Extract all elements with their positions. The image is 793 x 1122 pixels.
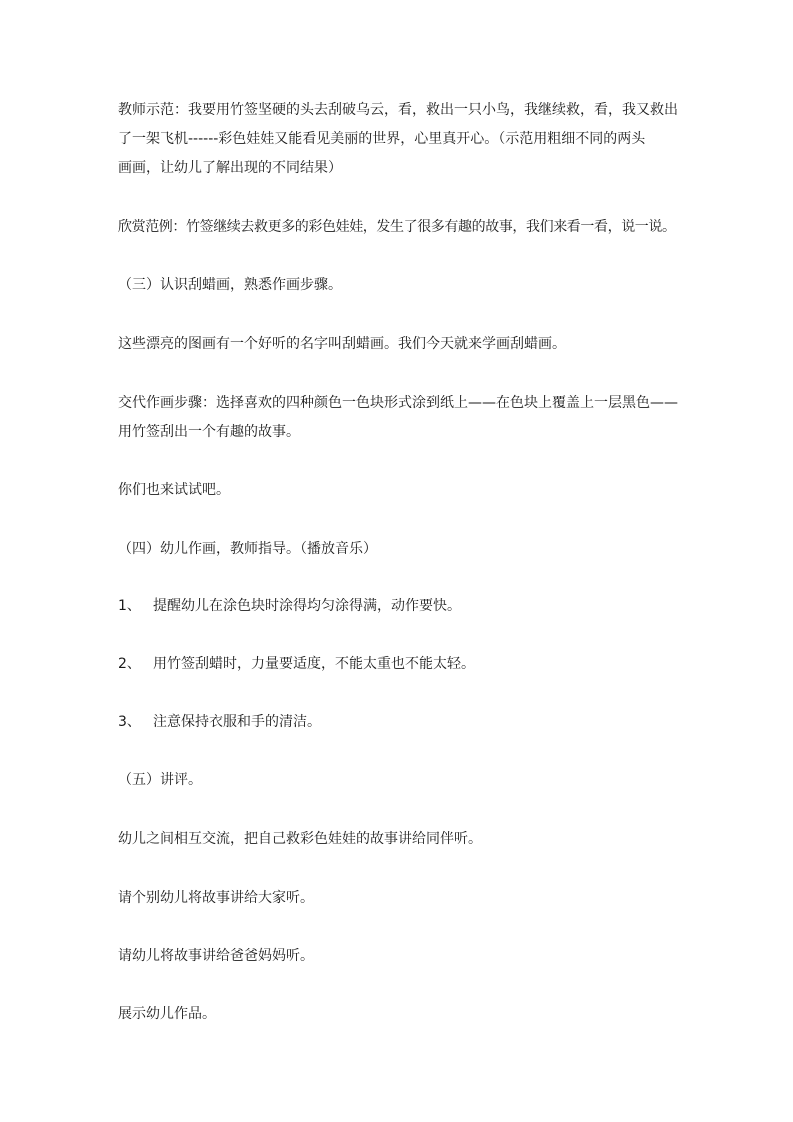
- list-item: [118, 654, 475, 674]
- list-text: 注意保持衣服和手的清洁。: [153, 714, 321, 730]
- text-line: 幼儿之间相互交流，把自己救彩色娃娃的故事讲给同伴听。: [118, 831, 482, 847]
- text-line: 画画，让幼儿了解出现的不同结果）: [118, 160, 342, 176]
- text-line: 展示幼儿作品。: [118, 1006, 216, 1022]
- list-text: 提醒幼儿在涂色块时涂得均匀涂得满，动作要快。: [153, 598, 461, 614]
- list-item: [118, 712, 321, 732]
- text-line: 交代作画步骤：选择喜欢的四种颜色一色块形式涂到纸上——在色块上覆盖上一层黑色——: [118, 395, 678, 411]
- exchange-paragraph: [118, 825, 684, 854]
- text-line: 这些漂亮的图画有一个好听的名字叫刮蜡画。我们今天就来学画刮蜡画。: [118, 336, 566, 352]
- text-line: 你们也来试试吧。: [118, 482, 230, 498]
- show-paragraph: [118, 1000, 684, 1029]
- text-line: （五）讲评。: [118, 772, 202, 788]
- individual-paragraph: [118, 884, 684, 913]
- teacher-demo-paragraph: [118, 96, 684, 183]
- list-item: [118, 596, 461, 616]
- steps-paragraph: [118, 389, 684, 447]
- text-line: 教师示范：我要用竹签坚硬的头去刮破乌云，看，救出一只小鸟，我继续救，看，我又救出: [118, 102, 678, 118]
- text-line: 用竹签刮出一个有趣的故事。: [118, 424, 300, 440]
- text-line: 请幼儿将故事讲给爸爸妈妈听。: [118, 948, 314, 964]
- text-line: 欣赏范例：竹签继续去救更多的彩色娃娃，发生了很多有趣的故事，我们来看一看，说一说。: [118, 219, 676, 235]
- text-line: （三）认识刮蜡画，熟悉作画步骤。: [118, 277, 342, 293]
- text-line: （四）幼儿作画，教师指导。（播放音乐）: [118, 541, 377, 557]
- section-4-heading: [118, 535, 684, 564]
- text-line: 请个别幼儿将故事讲给大家听。: [118, 890, 314, 906]
- intro-paragraph: [118, 330, 684, 359]
- list-text: 用竹签刮蜡时，力量要适度，不能太重也不能太轻。: [153, 656, 475, 672]
- list-number: 1、: [118, 598, 141, 614]
- appreciate-paragraph: [118, 213, 684, 242]
- list-number: 3、: [118, 714, 141, 730]
- text-line: 了一架飞机------彩色娃娃又能看见美丽的世界，心里真开心。（示范用粗细不同的两头: [118, 131, 646, 147]
- try-paragraph: [118, 476, 684, 505]
- parents-paragraph: [118, 942, 684, 971]
- list-number: 2、: [118, 656, 141, 672]
- section-3-heading: [118, 271, 684, 300]
- section-5-heading: [118, 766, 684, 795]
